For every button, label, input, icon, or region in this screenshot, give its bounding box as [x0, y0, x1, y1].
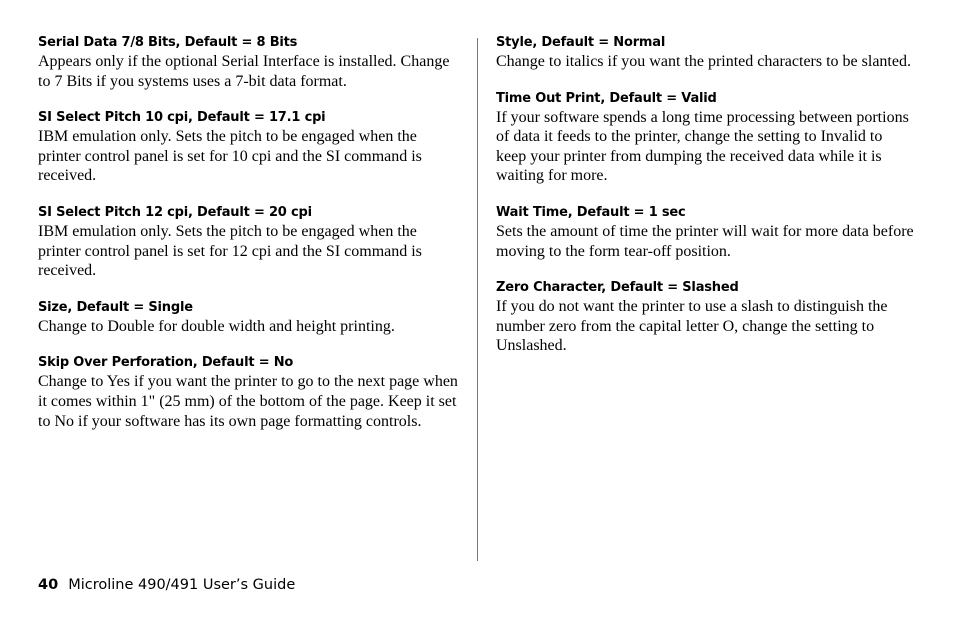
setting-entry-wait-time	[496, 204, 916, 261]
page-footer	[38, 575, 295, 595]
setting-entry-skip-perforation	[38, 354, 458, 431]
setting-entry-serial-data	[38, 34, 458, 91]
setting-heading: Wait Time, Default = 1 sec	[496, 204, 686, 220]
setting-heading: Size, Default = Single	[38, 299, 193, 315]
setting-entry-size	[38, 299, 458, 337]
setting-description: Change to Double for double width and height printing.	[38, 317, 395, 335]
setting-heading: Time Out Print, Default = Valid	[496, 90, 717, 106]
setting-heading: Style, Default = Normal	[496, 35, 666, 50]
setting-description: Appears only if the optional Serial Interface is installed. Change to 7 Bits if you systems uses a 7-bit data format.	[38, 53, 450, 90]
guide-title: Microline 490/491 User’s Guide	[68, 577, 296, 593]
setting-entry-style	[496, 34, 916, 72]
setting-entry-si-pitch-12	[38, 204, 458, 281]
setting-entry-time-out-print	[496, 90, 916, 186]
setting-description: Change to Yes if you want the printer to go to the next page when it comes within 1" (25 mm) of the bottom of the page. Keep it set to No if your software has its own page formatting controls.	[38, 373, 458, 430]
setting-heading: SI Select Pitch 12 cpi, Default = 20 cpi	[38, 204, 312, 220]
setting-description: If you do not want the printer to use a slash to distinguish the number zero from the capital letter O, change the setting to Unslashed.	[496, 298, 888, 355]
setting-heading: Serial Data 7/8 Bits, Default = 8 Bits	[38, 35, 298, 50]
setting-heading: Skip Over Perforation, Default = No	[38, 355, 294, 371]
left-column	[38, 34, 458, 449]
setting-description: IBM emulation only. Sets the pitch to be engaged when the printer control panel is set for 10 cpi and the SI command is received.	[38, 128, 422, 185]
column-divider	[477, 38, 478, 561]
setting-entry-zero-character	[496, 279, 916, 356]
setting-description: If your software spends a long time processing between portions of data it feeds to the printer, change the setting to Invalid to keep your printer from dumping the received data while it is waiting for more.	[496, 108, 909, 185]
page-number: 40	[38, 577, 59, 593]
setting-entry-si-pitch-10	[38, 109, 458, 186]
setting-description: Change to italics if you want the printed characters to be slanted.	[496, 53, 911, 70]
right-column	[496, 34, 916, 374]
setting-description: Sets the amount of time the printer will wait for more data before moving to the form tear-off position.	[496, 222, 914, 260]
setting-heading: Zero Character, Default = Slashed	[496, 280, 739, 296]
setting-description: IBM emulation only. Sets the pitch to be engaged when the printer control panel is set for 12 cpi and the SI command is received.	[38, 222, 422, 280]
setting-heading: SI Select Pitch 10 cpi, Default = 17.1 cpi	[38, 110, 326, 126]
